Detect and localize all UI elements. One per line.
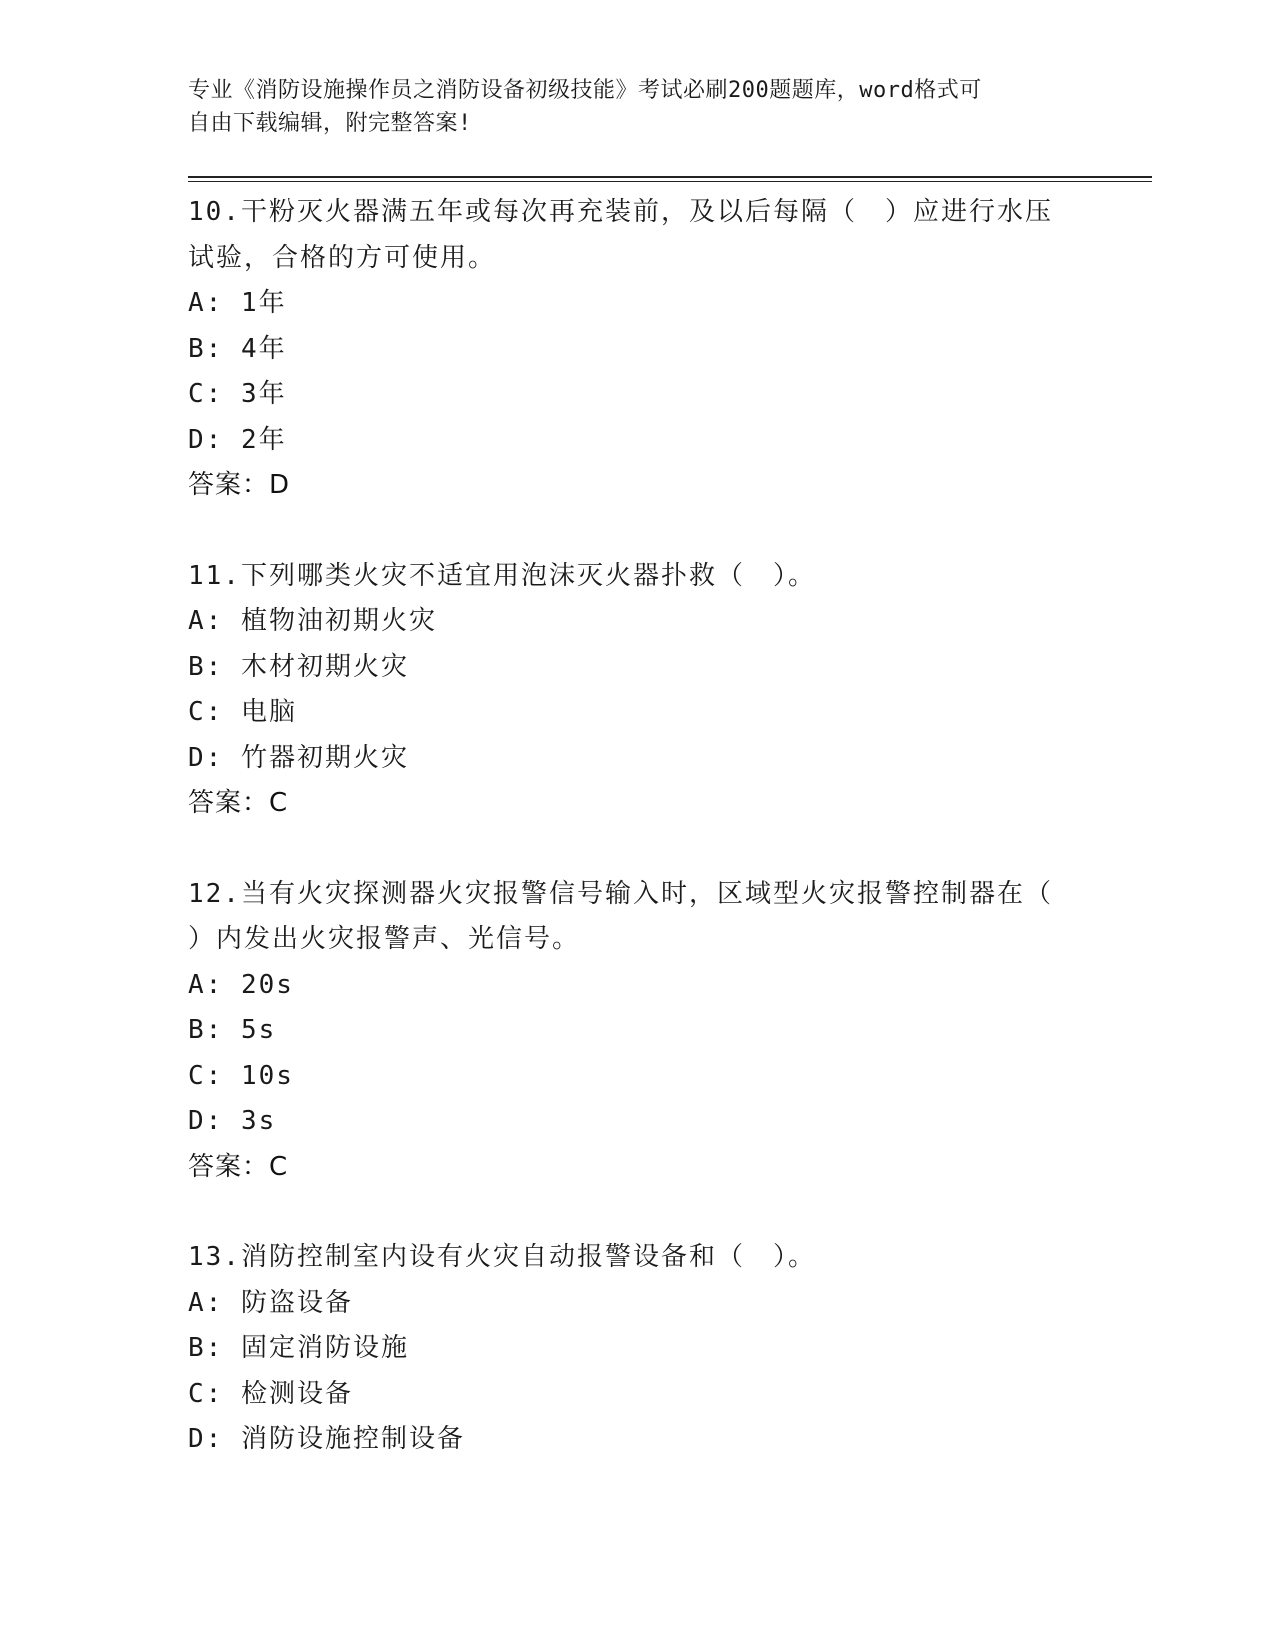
question-spacer [188, 509, 1088, 554]
option-a: A: 植物油初期火灾 [188, 606, 437, 636]
answer-line: 答案：C [188, 788, 289, 818]
option-a: A: 1年 [188, 288, 287, 318]
option-b: B: 固定消防设施 [188, 1333, 409, 1363]
header-line-2: 自由下载编辑，附完整答案! [188, 111, 472, 136]
question-13 [188, 1235, 1088, 1463]
option-c: C: 电脑 [188, 697, 297, 727]
option-c: C: 检测设备 [188, 1378, 353, 1409]
question-12 [188, 872, 1088, 1191]
answer-line: 答案：D [188, 470, 291, 500]
question-stem-continued: 试验，合格的方可使用。 [188, 242, 497, 273]
answer-line: 答案：C [188, 1151, 289, 1182]
question-stem: 11.下列哪类火灾不适宜用泡沫灭火器扑救（ ）。 [188, 560, 816, 591]
header-divider-thin [188, 181, 1152, 182]
question-stem: 10.干粉灭火器满五年或每次再充装前，及以后每隔（ ）应进行水压 [188, 197, 1053, 227]
question-stem-continued: ）内发出火灾报警声、光信号。 [188, 924, 581, 954]
option-b: B: 4年 [188, 333, 287, 364]
question-11 [188, 554, 1088, 827]
question-spacer [188, 827, 1088, 872]
option-d: D: 消防设施控制设备 [188, 1424, 465, 1454]
document-header [188, 74, 1068, 140]
question-spacer [188, 1190, 1088, 1235]
option-d: D: 竹器初期火灾 [188, 742, 409, 773]
option-b: B: 5s [188, 1015, 277, 1045]
header-line-1: 专业《消防设施操作员之消防设备初级技能》考试必刷200题题库，word格式可 [188, 78, 982, 103]
question-list [188, 190, 1088, 1463]
option-a: A: 20s [188, 969, 294, 1000]
header-divider-thick [188, 176, 1152, 178]
question-10 [188, 190, 1088, 509]
question-stem: 13.消防控制室内设有火灾自动报警设备和（ ）。 [188, 1242, 816, 1272]
option-a: A: 防盗设备 [188, 1287, 353, 1318]
option-d: D: 2年 [188, 424, 287, 455]
option-b: B: 木材初期火灾 [188, 651, 409, 682]
option-c: C: 10s [188, 1060, 294, 1091]
option-d: D: 3s [188, 1106, 277, 1136]
option-c: C: 3年 [188, 379, 287, 409]
question-stem: 12.当有火灾探测器火灾报警信号输入时，区域型火灾报警控制器在（ [188, 878, 1053, 909]
